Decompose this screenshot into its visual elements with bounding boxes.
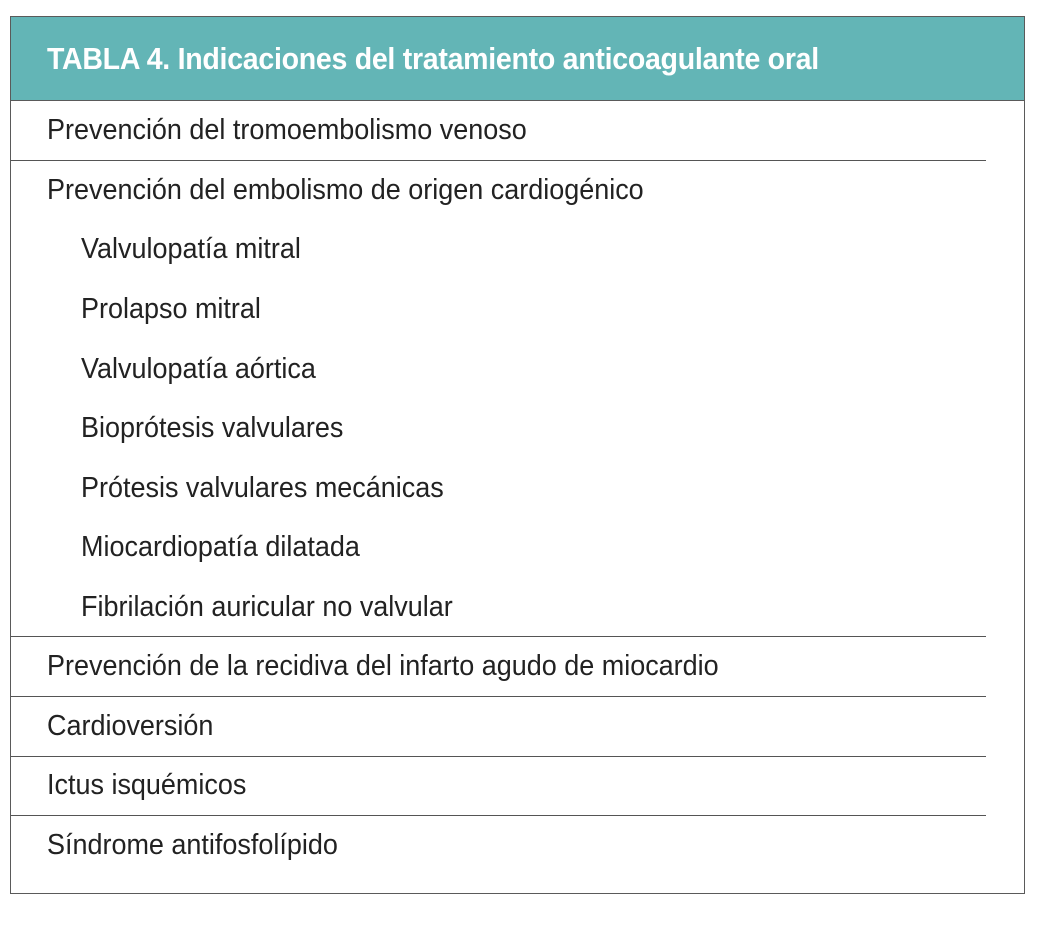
row-label: Prótesis valvulares mecánicas [81,471,444,504]
table-row-venous-thromboembolism [11,101,986,161]
row-label: Valvulopatía aórtica [81,352,316,385]
row-label: Prevención de la recidiva del infarto agudo de miocardio [47,650,719,683]
table-row-cardioversion [11,697,986,757]
indications-table [10,16,1025,894]
table-subrow-mitral-prolapse [11,280,986,340]
table-subrow-atrial-fibrillation [11,578,986,638]
table-header [11,17,1024,101]
table-subrow-mitral-valvulopathy [11,220,986,280]
table-row-ischemic-stroke [11,757,986,817]
row-label: Prevención del embolismo de origen cardiogénico [47,173,644,206]
table-subrow-aortic-valvulopathy [11,339,986,399]
table-row-cardiogenic-embolism [11,161,986,221]
row-label: Miocardiopatía dilatada [81,531,360,564]
row-label: Bioprótesis valvulares [81,412,344,445]
table-title: TABLA 4. Indicaciones del tratamiento anticoagulante oral [47,40,819,76]
table-subrow-dilated-cardiomyopathy [11,518,986,578]
row-label: Síndrome antifosfolípido [47,829,338,862]
row-label: Cardioversión [47,709,214,742]
row-label: Fibrilación auricular no valvular [81,590,453,623]
table-body [11,101,1024,876]
table-subrow-mechanical-valves [11,459,986,519]
row-label: Valvulopatía mitral [81,233,301,266]
row-label: Prevención del tromoembolismo venoso [47,113,527,146]
row-label: Ictus isquémicos [47,769,247,802]
table-subrow-valve-bioprosthesis [11,399,986,459]
row-label: Prolapso mitral [81,293,261,326]
table-row-antiphospholipid-syndrome [11,816,986,876]
table-row-myocardial-infarction [11,637,986,697]
